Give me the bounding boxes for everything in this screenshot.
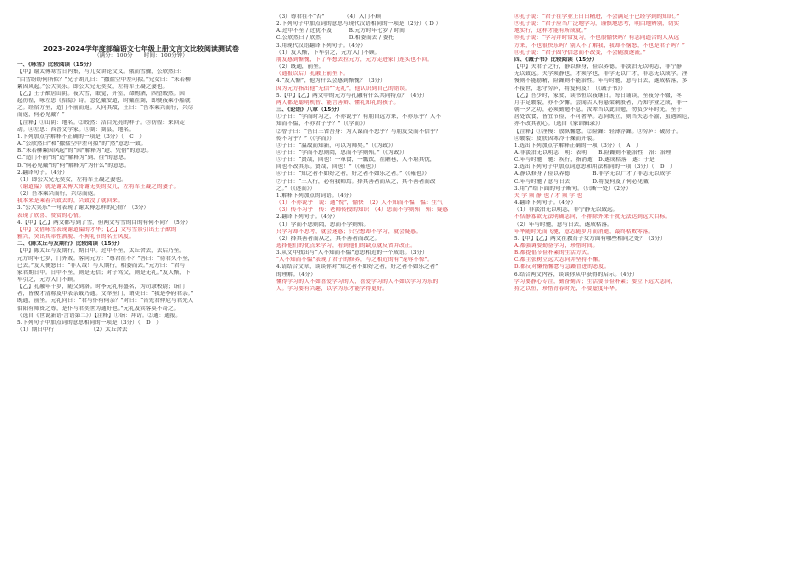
text-line: 知而不愠，不亦君子乎？”（《学而》） bbox=[276, 121, 369, 128]
text-line: 【甲】陈太丘与友期行，期日中。过中不至，太丘舍去，去后乃至。 bbox=[17, 248, 185, 255]
text-line: 1.解释下列加点的词语。（4分） bbox=[276, 192, 355, 199]
answer-line: ⑩孔子说：“学习并时常复习，不也很愉快吗？有志同道合的人从远 bbox=[514, 35, 680, 42]
answer-line: （通报以后）孔融上前坐下。 bbox=[276, 71, 349, 78]
text-line: ①子曰：“学而时习之，不亦说乎？有朋自远方来，不亦乐乎？人不 bbox=[276, 114, 442, 121]
text-line: 慢则不能励精，险躁则不能治性。年与时驰，意与日去，遂成枯落，多 bbox=[514, 78, 688, 85]
text-line: “白雪纷纷何所似？”兄子胡儿曰：“撒盐空中差可拟。”兄女曰：“未若柳 bbox=[17, 76, 191, 83]
text-line: 元方时年七岁，门外戏。客问元方：“尊君在不？”答曰：“待君久不至， bbox=[17, 255, 194, 262]
answer-line: 两人都是聪明机智、能言善辩、懂礼知礼的孩子。 bbox=[276, 99, 400, 106]
text-line: （1）学而不思则罔，思而不学则殆。 bbox=[276, 221, 370, 228]
text-line: 3.从文中找出与“人不知而不愠”意思相近的一个成语。（3分） bbox=[276, 250, 428, 257]
answer-line: 只学习却不思考，就会迷惑；只空想却不学习，就会疑惑。 bbox=[276, 228, 422, 235]
answer-line: （3）传不习乎 传：老师传授的知识 （4）思而不学则殆 殆：疑惑 bbox=[276, 207, 449, 214]
text-line: 6.结合两文内容，谈谈你从中获得的启示。（4分） bbox=[514, 271, 638, 278]
answer-line: 不恬静寡欲无法明确志向，不排除外来干扰无法达到远大目标。 bbox=[514, 214, 671, 221]
text-line: 5.【甲】【乙】两文在教育子女方面有哪些相同之处？（3分） bbox=[514, 235, 666, 242]
text-line: （2）吾本乘兴而行，兴尽而返。 bbox=[17, 191, 99, 198]
text-line: 5.【甲】【乙】两文中的元方与孔融有什么共同特点？（4分） bbox=[276, 92, 428, 99]
column-right bbox=[514, 14, 776, 554]
exam-title: 2023-2024学年度部编语文七年级上册文言文比较阅读测试卷 bbox=[43, 45, 239, 53]
text-line: ⑤子曰：“贤哉，回也！一箪食，一瓢饮，在陋巷，人不堪其忧， bbox=[276, 157, 436, 164]
answer-line: “人不知而不愠”表现了君子的修养，与之相近的有“宠辱不惊”。 bbox=[276, 257, 433, 264]
column-left-lines bbox=[17, 62, 265, 334]
text-line: （2）既通，前坐。 bbox=[276, 64, 325, 71]
text-line: 3.用“/”给下面的句子断句。（只断一处）（2分） bbox=[514, 185, 632, 192]
answer-line: D.都反对懒惰懈怠与急躁冒进的态度。 bbox=[514, 264, 610, 271]
text-line: （3）尊君在不“否” （4）入门不顾 bbox=[276, 14, 382, 20]
text-line: 4.“友人惭”，他为什么会感到惭愧？（3分） bbox=[276, 78, 386, 85]
answer-line: ⑧孔子说：“君子在学业上日日精进，不会满足于已经学到的知识。” bbox=[514, 14, 680, 20]
text-line: D.“何必见戴”的“何”解释为“为什么”的意思。 bbox=[17, 162, 130, 169]
answer-line: （谢道韫）就是谢太傅大哥谢无奕的女儿，左将军王凝之的妻子。 bbox=[17, 183, 180, 190]
answer-line: 朋友感到惭愧，下了车想去拉元方，元方走进家门连头也不回。 bbox=[276, 56, 433, 63]
answer-line: 地实行，这样才能有所成就。” bbox=[514, 28, 587, 35]
text-line: 2.下列句子中加点词的意思与现代汉语相同的一项是（2分）（ D ） bbox=[276, 21, 442, 28]
answer-line: 懂得学习的人不如喜爱学习的人，喜爱学习的人不如以学习为乐的 bbox=[276, 278, 439, 285]
text-line: 4.翻译下列句子。（4分） bbox=[514, 200, 577, 207]
answer-line: 年华随时光而飞驰，意志随岁月而消逝，最终枯败零落。 bbox=[514, 228, 654, 235]
text-line: 3.用现代汉语翻译下列句子。（4分） bbox=[276, 42, 367, 49]
text-line: B.“未若柳絮因风起”的“因”解释为“趁、凭借”的意思。 bbox=[17, 148, 152, 155]
answer-line: ⑪孔子说：“君子固守信念而不改变，不会随波逐流。” bbox=[514, 49, 646, 56]
text-line: （1）即公大兄无奕女，左将军王凝之妻也。 bbox=[17, 176, 127, 183]
answer-line: C.都主张树立远大志向并坚持不懈。 bbox=[514, 257, 604, 264]
text-line: 之。经宿方至，造门不前而返。人问其故，王曰：“吾本乘兴而行，兴尽 bbox=[17, 105, 194, 112]
text-line: 伯阳有师资之尊，是仆与君奕世为通好也。”元礼及宾客莫不奇之。 bbox=[17, 305, 180, 312]
text-line: 1.下列加点字解释不正确的一项是（3分）（ C ） bbox=[17, 133, 145, 140]
text-line: ④子曰：“学而不思则罔，思而不学则殆。”（《为政》） bbox=[276, 149, 408, 156]
text-line: ⑦子曰：“三人行，必有我师焉。择其善者而从之，其不善者而改 bbox=[276, 178, 436, 185]
text-line: 的理解。（4分） bbox=[276, 271, 316, 278]
text-line: 2.翻译句子。（4分） bbox=[17, 169, 68, 176]
text-line: ⑥子曰：“知之者不如好之者，好之者不如乐之者。”（《雍也》） bbox=[276, 171, 430, 178]
text-line: 【乙】孔融年十岁，随父到洛。时李元礼有盛名，为司隶校尉；诣门 bbox=[17, 284, 185, 291]
text-line: 2.翻译下列句子。（4分） bbox=[276, 214, 339, 221]
text-line: 【注释】①淫慢：放纵懈怠。②险躁：轻薄浮躁。③穷庐：破房子。 bbox=[514, 128, 682, 135]
text-line: 朝一夕之功，必须勤勉不息。汝辈当以此自勉，勿负少年时光。至于 bbox=[514, 107, 682, 114]
text-line: 既通，前坐。元礼问曰：“君与仆有何亲？”对曰：“昔先君仲尼与君先人 bbox=[17, 298, 194, 305]
text-line: 传不习乎？”（《学而》） bbox=[276, 135, 335, 142]
text-line: 【甲】夫君子之行，静以修身，俭以养德。非淡泊无以明志，非宁静 bbox=[514, 64, 682, 71]
text-line: 已去。”友人便怒曰：“非人哉！与人期行，相委而去。”元方曰：“君与 bbox=[17, 262, 186, 269]
text-line: 亦不改其初心。（选自《家训辑录》） bbox=[514, 121, 604, 128]
text-line: A.过中不至 / 过犹不及 B.元方时年七岁 / 时间 bbox=[276, 28, 405, 35]
answer-line: 人。学习要有兴趣，以学为乐才能学得更好。 bbox=[276, 285, 388, 292]
text-line: （1）非淡泊无以明志，非宁静无以致远。 bbox=[514, 207, 619, 214]
text-line: ③子曰：“温故而知新，可以为师矣。”（《为政》） bbox=[276, 142, 397, 149]
column-middle bbox=[276, 14, 524, 554]
section-heading: 三、《论语》八章（15分） bbox=[276, 107, 343, 114]
answer-line: 【甲】文借咏雪表现谢道韫的才华；【乙】文写雪景引出王子猷的 bbox=[17, 226, 177, 233]
text-line: 回也不改其乐。贤哉，回也！”（《雍也》） bbox=[276, 164, 380, 171]
text-line: 月手足皲裂，亦不少懈。尝闻古人有悬梁刺股者，乃知学业之成，非一 bbox=[514, 99, 688, 106]
exam-meta: （满分：100分 时间：100分钟） bbox=[93, 53, 189, 60]
answer-line: 表现了欣喜、赞赏的心情。 bbox=[17, 212, 85, 219]
text-line: C.年与时驰 驰：疾行，指消逝 D.遂成枯落 遂：于是 bbox=[514, 157, 655, 164]
answer-line: A.都强调要勤奋学习，珍惜时间。 bbox=[514, 243, 599, 249]
text-line: A.“公欣然曰”和“撒盐空中差可拟”的“然”意思一致。 bbox=[17, 141, 147, 148]
text-line: ④皲裂：皮肤因寒冷干燥而开裂。 bbox=[514, 135, 598, 142]
answer-line: （1）不亦说乎 说：通“悦”，愉快 （2）人不知而不愠 愠：生气 bbox=[276, 200, 443, 207]
section-heading: 二、《陈太丘与友期行》比较阅读（15分） bbox=[17, 241, 123, 248]
text-line: C.年与时驰 / 意与日去 D.将复何及 / 何必见戴 bbox=[514, 178, 649, 185]
text-line: 4.【甲】【乙】两文都写到了雪，但两文写雪的目的有何不同？（5分） bbox=[17, 219, 191, 226]
section-heading: 四、《诫子书》比较阅读（15分） bbox=[514, 56, 598, 63]
answer-line: 我本来是乘着兴致去的，兴致没了就回来。 bbox=[17, 198, 124, 205]
text-line: （1）友人惭，下车引之，元方入门不顾。 bbox=[276, 49, 381, 56]
column-right-lines bbox=[514, 14, 776, 293]
answer-line: ⑨孔子说：“君子应当广泛地学习，谨慎地思考，明白地辨别，切实 bbox=[514, 21, 680, 28]
text-line: 动。④左思：西晋文学家。⑤剡：剡县，地名。 bbox=[17, 126, 135, 133]
text-line: 家君期日中。日中不至，则是无信；对子骂父，则是无礼。”友人惭，下 bbox=[17, 269, 191, 276]
answer-line: 方来，不也很快乐吗？别人不了解我，我却不恼怒，不也是君子吗？” bbox=[514, 42, 685, 49]
text-line: （选自《世说新语·言语第二》）【注释】①诣：拜访。②通：通报。 bbox=[17, 312, 181, 319]
answer-line: 学习要静心专注，勤奋刻苦；生活要节俭朴素；要立下远大志向， bbox=[514, 278, 677, 285]
text-line: 【乙】吾少时，家贫，读书恒以夜继日。每日诵读，至夜分不辍，冬 bbox=[514, 92, 682, 99]
text-line: 5.下列句子中加点词的意思相同的一项是（3分）（ D ） bbox=[17, 319, 162, 326]
answer-line: 选择他们的优点来学习，看到他们的缺点就反省并改正。 bbox=[276, 243, 416, 249]
text-line: C.“造门不前”的“造”解释为“到、往”的意思。 bbox=[17, 155, 130, 162]
text-line: 4.请结合文章，谈谈你对“知之者不如好之者，好之者不如乐之者” bbox=[276, 264, 439, 271]
answer-line: 夫 学 须 静 也 / 才 须 学 也 bbox=[514, 192, 583, 199]
text-line: 2.选出下列句子中加点词意思和用法相同的一项（3分）（ D ） bbox=[514, 164, 676, 171]
answer-line: B.都提倡节俭朴素的生活方式。 bbox=[514, 250, 593, 257]
section-heading: 一、《咏雪》比较阅读（15分） bbox=[17, 62, 95, 69]
text-line: 而返，何必见戴？” bbox=[17, 112, 65, 119]
text-line: 【注释】①山阴：地名。②皎然：洁白光亮的样子。③彷徨：来回走 bbox=[17, 119, 185, 126]
text-line: 者，皆俊才清称及中表亲戚乃通。文举至门，谓吏曰：“我是李府君亲。” bbox=[17, 291, 194, 298]
text-line: A.静以修身 / 俭以养德 B.非学无以广才 / 非志无以成学 bbox=[514, 171, 671, 178]
answer-line: 因为元方指出他“无信”“无礼”，他认识到自己的错误。 bbox=[276, 85, 411, 92]
text-line: （2）年与时驰，意与日去，遂成枯落。 bbox=[514, 221, 613, 228]
text-line: 【乙】王子猷居山阴。夜大雪，眠觉，开室，命酌酒，四望皎然。因 bbox=[17, 90, 185, 97]
column-left bbox=[17, 14, 265, 554]
answer-line: 雅兴，突出其率性洒脱、不拘礼节的名士风度。 bbox=[17, 234, 135, 241]
text-line: 起彷徨，咏左思《招隐》诗。忽忆戴安道，时戴在剡，即便夜乘小船就 bbox=[17, 98, 191, 105]
text-line: 3.“公大笑乐”一句表现了谢太傅怎样的心情？（3分） bbox=[17, 205, 150, 212]
text-line: 无以致远。夫学须静也，才须学也，非学无以广才，非志无以成学。淫 bbox=[514, 71, 688, 78]
text-line: ②曾子曰：“吾日三省吾身：为人谋而不忠乎？与朋友交而不信乎？ bbox=[276, 128, 442, 135]
text-line: C.公欣然曰 / 欣然 D.相委而去 / 委托 bbox=[276, 35, 394, 42]
text-line: 【甲】谢太傅寒雪日内集，与儿女讲论文义。俄而雪骤，公欣然曰： bbox=[17, 69, 185, 76]
text-line: 居处饮食，皆宜节俭，不可奢华。志向既立，则当矢志不渝，虽遇困厄， bbox=[514, 114, 694, 121]
text-line: （1）期日中行 （2）太丘舍去 bbox=[17, 327, 128, 334]
text-line: 车引之，元方入门不顾。 bbox=[17, 277, 79, 283]
text-line: （2）择其善者而从之，其不善者而改之。 bbox=[276, 235, 381, 242]
text-line: 不接世，悲守穷庐，将复何及！（《诫子书》） bbox=[514, 85, 626, 92]
answer-line: 持之以恒，珍惜青春时光，不要虚度年华。 bbox=[514, 285, 621, 292]
column-middle-lines bbox=[276, 14, 524, 293]
text-line: 絮因风起。”公大笑乐。即公大兄无奕女，左将军王凝之妻也。 bbox=[17, 83, 169, 90]
text-line: 之。”（《述而》） bbox=[276, 185, 316, 192]
text-line: 1.选出下列加点字解释正确的一项（3分）（ A ） bbox=[514, 142, 642, 149]
text-line: A.非淡泊无以明志 明：表明 B.险躁则不能治性 治：治理 bbox=[514, 149, 672, 156]
